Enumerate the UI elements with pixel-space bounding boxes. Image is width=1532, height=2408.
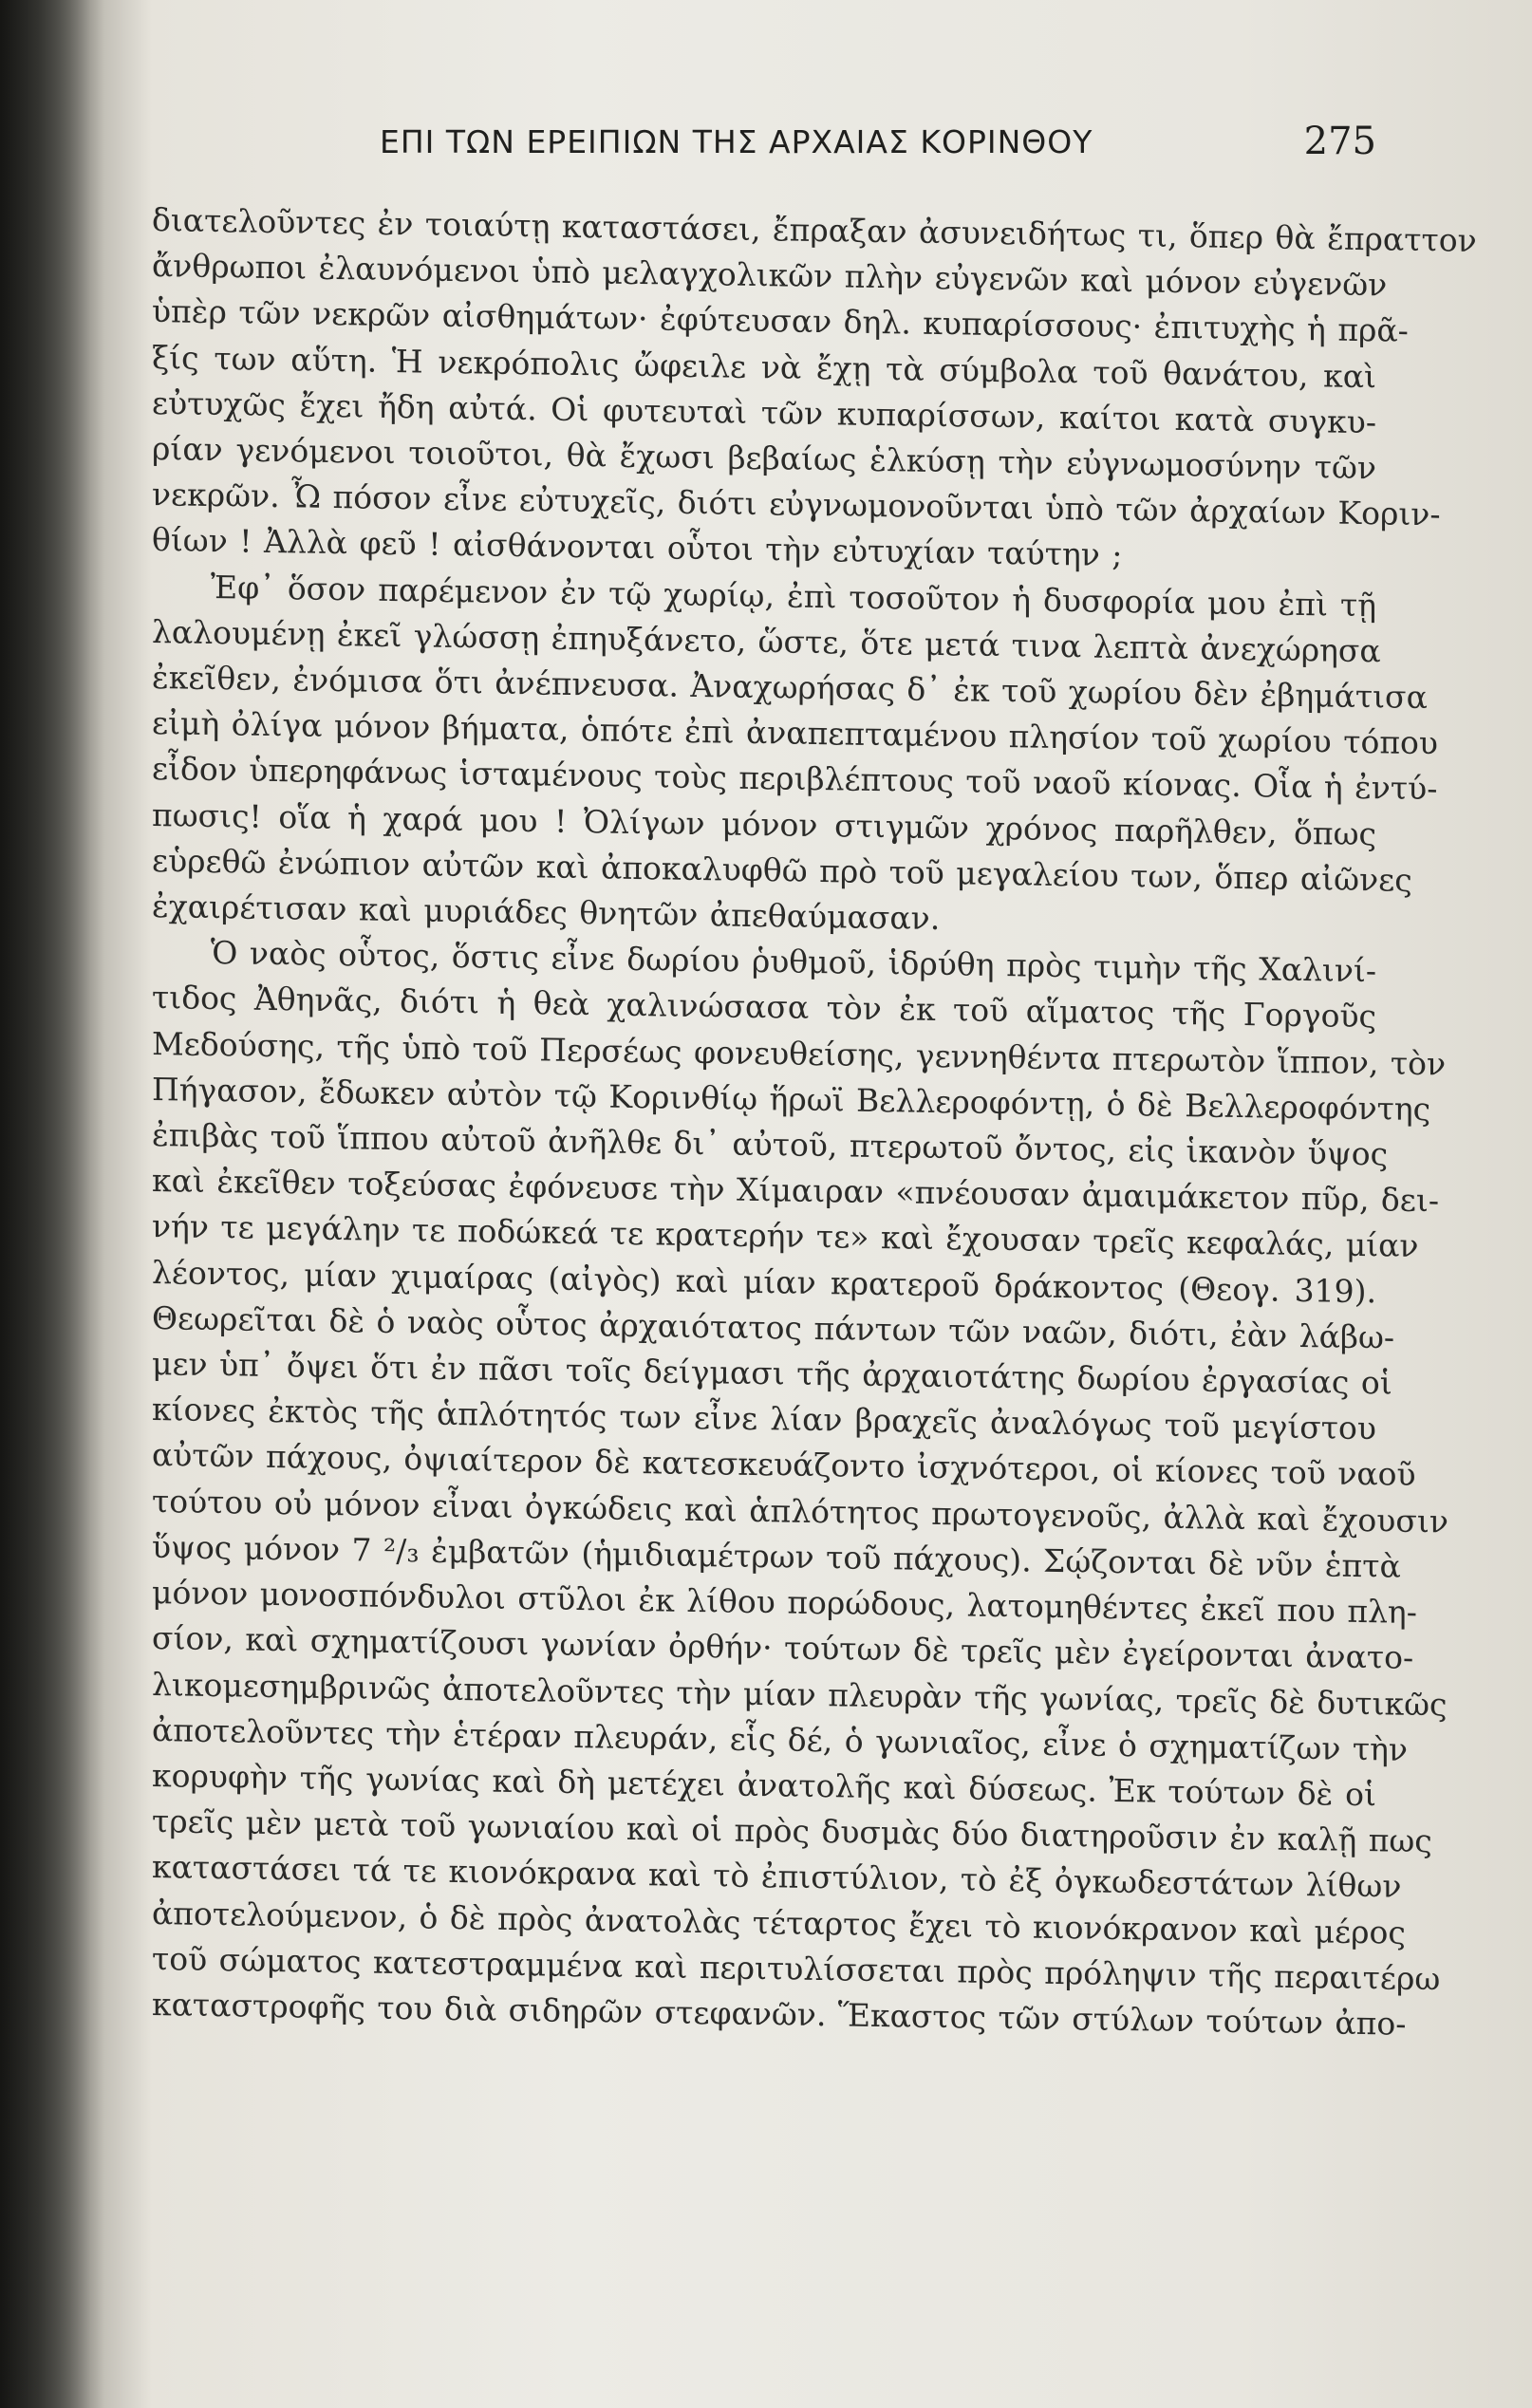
text-line: ὕψος μόνον 7 ²/₃ ἐμβατῶν (ἡμιδιαμέτρων τοῦ πάχους). Σῴζονται δὲ νῦν ἑπτὰ [152, 1527, 1401, 1585]
text-line: ρίαν γενόμενοι τοιοῦτοι, θὰ ἔχωσι βεβαίως ἑλκύσῃ τὴν εὐγνωμοσύνην τῶν [152, 430, 1376, 487]
text-line: κίονες ἐκτὸς τῆς ἁπλότητός των εἶνε λίαν βραχεῖς ἀναλόγως τοῦ μεγίστου [152, 1391, 1376, 1447]
text-line: λέοντος, μίαν χιμαίρας (αἰγὸς) καὶ μίαν κρατεροῦ δράκοντος (Θεογ. 319). [152, 1253, 1376, 1310]
text-line: ἀποτελούμενον, ὁ δὲ πρὸς ἀνατολὰς τέταρτος ἔχει τὸ κιονόκρανον καὶ μέρος [152, 1894, 1406, 1951]
text-line: εἰμὴ ὀλίγα μόνον βήματα, ὁπότε ἐπὶ ἀναπεπταμένου πλησίον τοῦ χωρίου τόπου [152, 704, 1438, 762]
text-line: πωσις! οἵα ἡ χαρά μου ! Ὀλίγων μόνον στιγμῶν χρόνος παρῆλθεν, ὅπως [152, 795, 1376, 852]
text-line: Μεδούσης, τῆς ὑπὸ τοῦ Περσέως φονευθείσης, γεννηθέντα πτερωτὸν ἵππον, τὸν [152, 1024, 1447, 1083]
text-line: νεκρῶν. Ὦ πόσον εἶνε εὐτυχεῖς, διότι εὐγνωμονοῦνται ὑπὸ τῶν ἀρχαίων Κοριν- [152, 476, 1441, 533]
text-line: μεν ὑπ᾽ ὄψει ὅτι ἐν πᾶσι τοῖς δείγμασι τῆς ἀρχαιοτάτης δωρίου ἐργασίας οἱ [152, 1345, 1392, 1402]
text-line: αὐτῶν πάχους, ὀψιαίτερον δὲ κατεσκευάζοντο ἰσχνότεροι, οἱ κίονες τοῦ ναοῦ [152, 1436, 1416, 1494]
text-line: ἄνθρωποι ἐλαυνόμενοι ὑπὸ μελαγχολικῶν πλὴν εὐγενῶν καὶ μόνον εὐγενῶν [152, 247, 1388, 304]
text-line: κορυφὴν τῆς γωνίας καὶ δὴ μετέχει ἀνατολῆς καὶ δύσεως. Ἐκ τούτων δὲ οἱ [152, 1756, 1376, 1814]
text-line: ἀποτελοῦντες τὴν ἑτέραν πλευράν, εἷς δέ, ὁ γωνιαῖος, εἶνε ὁ σχηματίζων τὴν [152, 1710, 1408, 1768]
text-line: μόνον μονοσπόνδυλοι στῦλοι ἐκ λίθου πορώδους, λατομηθέντες ἐκεῖ που πλη- [152, 1574, 1417, 1632]
text-line: τοῦ σώματος κατεστραμμένα καὶ περιτυλίσσεται πρὸς πρόληψιν τῆς περαιτέρω [152, 1939, 1441, 1998]
text-line: Ὁ ναὸς οὗτος, ὅστις εἶνε δωρίου ῥυθμοῦ, ἱδρύθη πρὸς τιμὴν τῆς Χαλινί- [211, 934, 1376, 990]
text-line: εὑρεθῶ ἐνώπιον αὐτῶν καὶ ἀποκαλυφθῶ πρὸ τοῦ μεγαλείου των, ὅπερ αἰῶνες [152, 841, 1412, 899]
book-page [152, 120, 1477, 2043]
text-line: θίων ! Ἀλλὰ φεῦ ! αἰσθάνονται οὗτοι τὴν εὐτυχίαν ταύτην ; [152, 521, 1123, 574]
text-line: ἐκεῖθεν, ἐνόμισα ὅτι ἀνέπνευσα. Ἀναχωρήσας δ᾽ ἐκ τοῦ χωρίου δὲν ἐβημάτισα [152, 659, 1428, 717]
text-line: εἶδον ὑπερηφάνως ἱσταμένους τοὺς περιβλέπτους τοῦ ναοῦ κίονας. Οἷα ἡ ἐντύ- [152, 750, 1438, 808]
text-line: Θεωρεῖται δὲ ὁ ναὸς οὗτος ἀρχαιότατος πάντων τῶν ναῶν, διότι, ἐὰν λάβω- [152, 1298, 1394, 1356]
running-title: ΕΠΙ ΤΩΝ ΕΡΕΙΠΙΩΝ ΤΗΣ ΑΡΧΑΙΑΣ ΚΟΡΙΝΘΟΥ [380, 123, 1093, 160]
text-line: καταστροφῆς του διὰ σιδηρῶν στεφανῶν. Ἕκαστος τῶν στύλων τούτων ἀπο- [152, 1985, 1407, 2043]
text-line: ἐχαιρέτισαν καὶ μυριάδες θνητῶν ἀπεθαύμασαν. [152, 887, 941, 938]
text-line: καταστάσει τά τε κιονόκρανα καὶ τὸ ἐπιστύλιον, τὸ ἐξ ὀγκωδεστάτων λίθων [152, 1848, 1402, 1905]
running-header [152, 120, 1376, 180]
body-text [152, 197, 1477, 2046]
book-gutter-shadow [0, 0, 104, 2408]
text-line: τρεῖς μὲν μετὰ τοῦ γωνιαίου καὶ οἱ πρὸς δυσμὰς δύο διατηροῦσιν ἐν καλῇ πως [152, 1802, 1432, 1860]
text-line: λαλουμένῃ ἐκεῖ γλώσσῃ ἐπηυξάνετο, ὥστε, ὅτε μετά τινα λεπτὰ ἀνεχώρησα [152, 612, 1381, 670]
text-line: νήν τε μεγάλην τε ποδώκεά τε κρατερήν τε» καὶ ἔχουσαν τρεῖς κεφαλάς, μίαν [152, 1207, 1419, 1265]
text-line: Πήγασον, ἔδωκεν αὐτὸν τῷ Κορινθίῳ ἥρωϊ Βελλεροφόντῃ, ὁ δὲ Βελλεροφόντης [152, 1070, 1431, 1129]
text-line: καὶ ἐκεῖθεν τοξεύσας ἐφόνευσε τὴν Χίμαιραν «πνέουσαν ἀμαιμάκετον πῦρ, δει- [152, 1162, 1439, 1220]
text-line: σίον, καὶ σχηματίζουσι γωνίαν ὀρθήν· τούτων δὲ τρεῖς μὲν ἐγείρονται ἀνατο- [152, 1619, 1414, 1677]
text-line: εὐτυχῶς ἔχει ἤδη αὐτά. Οἱ φυτευταὶ τῶν κυπαρίσσων, καίτοι κατὰ συγκυ- [152, 383, 1376, 441]
text-line: τιδος Ἀθηνᾶς, διότι ἡ θεὰ χαλινώσασα τὸν ἐκ τοῦ αἵματος τῆς Γοργοῦς [152, 979, 1376, 1036]
text-line: Ἐφ᾽ ὅσον παρέμενον ἐν τῷ χωρίῳ, ἐπὶ τοσοῦτον ἡ δυσφορία μου ἐπὶ τῇ [211, 568, 1376, 624]
text-line: διατελοῦντες ἐν τοιαύτῃ καταστάσει, ἔπραξαν ἀσυνειδήτως τι, ὅπερ θὰ ἔπραττον [152, 201, 1477, 259]
page-number: 275 [1303, 120, 1376, 163]
text-line: ὑπὲρ τῶν νεκρῶν αἰσθημάτων· ἐφύτευσαν δηλ. κυπαρίσσους· ἐπιτυχὴς ἡ πρᾶ- [152, 292, 1409, 350]
text-line: τούτου οὐ μόνον εἶναι ὀγκώδεις καὶ ἁπλότητος πρωτογενοῦς, ἀλλὰ καὶ ἔχουσιν [152, 1482, 1448, 1540]
text-line: ξίς των αὕτη. Ἡ νεκρόπολις ὤφειλε νὰ ἔχῃ τὰ σύμβολα τοῦ θανάτου, καὶ [152, 338, 1376, 395]
text-line: λικομεσημβρινῶς ἀποτελοῦντες τὴν μίαν πλευρὰν τῆς γωνίας, τρεῖς δὲ δυτικῶς [152, 1665, 1448, 1723]
text-line: ἐπιβὰς τοῦ ἵππου αὐτοῦ ἀνῆλθε δι᾽ αὐτοῦ, πτερωτοῦ ὄντος, εἰς ἱκανὸν ὕψος [152, 1116, 1389, 1173]
